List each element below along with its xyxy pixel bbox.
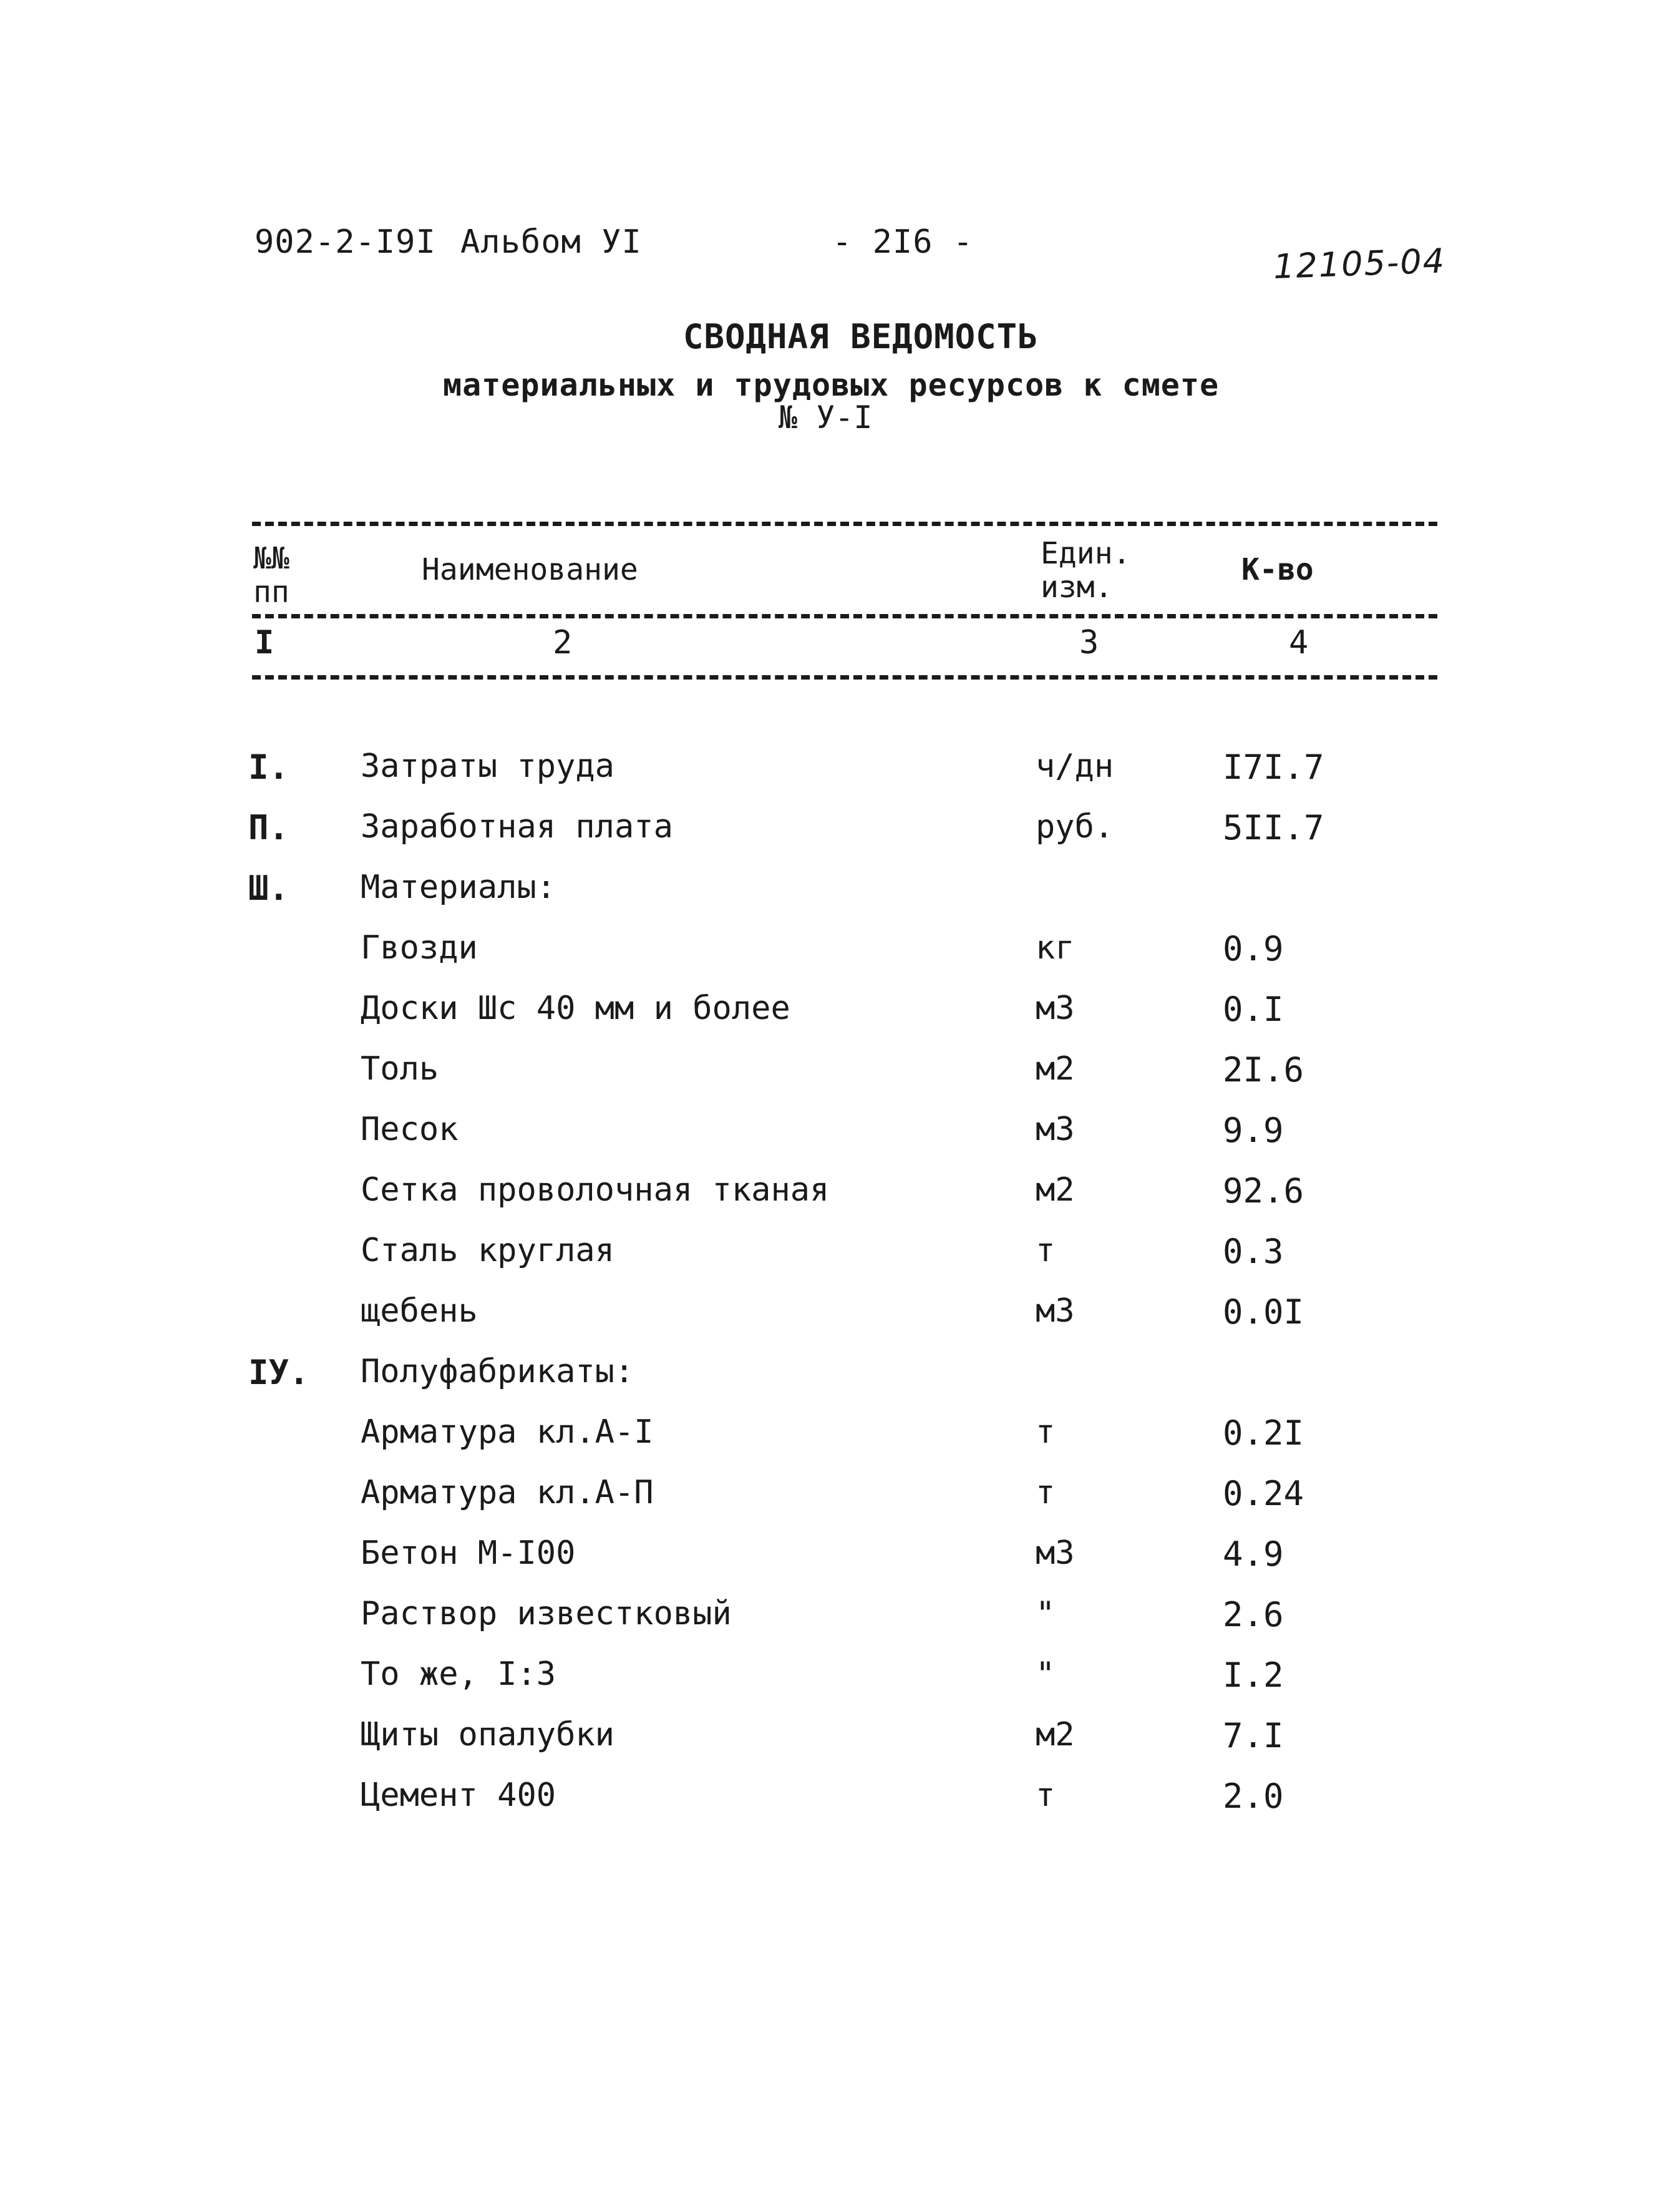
row-quantity: 0.2I — [1223, 1413, 1304, 1453]
table-row — [0, 1232, 1680, 1282]
row-quantity: 4.9 — [1223, 1534, 1284, 1574]
row-name: Заработная плата — [361, 808, 673, 846]
table-row — [0, 808, 1680, 858]
row-number: I. — [248, 748, 289, 787]
row-name: Арматура кл.А-П — [361, 1474, 654, 1511]
table-row — [0, 1534, 1680, 1584]
row-unit: м3 — [1036, 1111, 1075, 1148]
table-row — [0, 1292, 1680, 1342]
doc-title: СВОДНАЯ ВЕДОМОСТЬ — [683, 317, 1039, 356]
row-name: Материалы: — [361, 869, 556, 906]
table-rule-bottom — [252, 675, 1437, 680]
row-name: Сетка проволочная тканая — [361, 1171, 830, 1209]
row-unit: т — [1036, 1232, 1056, 1269]
col-number-4: 4 — [1289, 624, 1309, 661]
col-number-2: 2 — [553, 624, 573, 661]
row-unit: т — [1036, 1474, 1056, 1511]
row-unit: м2 — [1036, 1050, 1075, 1088]
col-header-qty: К-во — [1241, 552, 1314, 587]
doc-code: 902-2-I9I — [255, 223, 436, 261]
page-number: - 2I6 - — [832, 223, 974, 261]
row-name: щебень — [361, 1292, 478, 1330]
table-row — [0, 1171, 1680, 1221]
row-name: Сталь круглая — [361, 1232, 614, 1269]
row-unit: м2 — [1036, 1716, 1075, 1753]
table-row — [0, 1716, 1680, 1766]
row-quantity: 2.0 — [1223, 1777, 1284, 1816]
row-name: Гвозди — [361, 929, 478, 967]
row-quantity: 0.I — [1223, 990, 1284, 1029]
doc-subtitle: материальных и трудовых ресурсов к смете — [443, 367, 1220, 403]
row-quantity: 7.I — [1223, 1716, 1284, 1755]
row-name: Раствор известковый — [361, 1595, 732, 1632]
col-header-unit: Един. изм. — [1041, 536, 1131, 605]
row-quantity: 0.9 — [1223, 929, 1284, 968]
row-number: П. — [248, 808, 289, 847]
row-quantity: 92.6 — [1223, 1171, 1304, 1211]
col-header-num: №№ пп — [253, 541, 289, 610]
col-number-3: 3 — [1079, 624, 1099, 661]
row-unit: м3 — [1036, 990, 1075, 1027]
row-name: Полуфабрикаты: — [361, 1353, 634, 1390]
row-name: Толь — [361, 1050, 439, 1088]
estimate-number: № У-I — [779, 399, 873, 436]
table-row — [0, 1595, 1680, 1645]
row-name: Затраты труда — [361, 748, 614, 785]
row-unit: м2 — [1036, 1171, 1075, 1209]
table-row — [0, 869, 1680, 919]
table-rule-top — [252, 522, 1437, 526]
row-quantity: I.2 — [1223, 1655, 1284, 1695]
col-number-1: I — [255, 624, 274, 661]
table-row — [0, 990, 1680, 1040]
row-unit: т — [1036, 1413, 1056, 1451]
row-number: Ш. — [248, 869, 289, 908]
row-quantity: 0.0I — [1223, 1292, 1304, 1332]
row-name: Арматура кл.А-I — [361, 1413, 654, 1451]
album-label: Альбом УI — [460, 223, 642, 261]
handwritten-code: 12105-04 — [1273, 241, 1447, 286]
row-name: Бетон М-I00 — [361, 1534, 576, 1572]
col-header-name: Наименование — [422, 552, 638, 587]
row-quantity: I7I.7 — [1223, 748, 1324, 787]
row-number: IУ. — [248, 1353, 309, 1392]
table-row — [0, 1353, 1680, 1403]
row-unit: кг — [1036, 929, 1075, 967]
table-row — [0, 748, 1680, 797]
row-name: Цемент 400 — [361, 1777, 556, 1814]
row-name: Доски Шс 40 мм и более — [361, 990, 790, 1027]
table-row — [0, 929, 1680, 979]
table-row — [0, 1777, 1680, 1826]
row-quantity: 5II.7 — [1223, 808, 1324, 847]
row-quantity: 2.6 — [1223, 1595, 1284, 1634]
row-quantity: 9.9 — [1223, 1111, 1284, 1150]
table-row — [0, 1111, 1680, 1161]
row-name: Песок — [361, 1111, 459, 1148]
table-rule-mid — [252, 614, 1437, 618]
row-quantity: 0.24 — [1223, 1474, 1304, 1513]
row-quantity: 2I.6 — [1223, 1050, 1304, 1090]
row-name: Щиты опалубки — [361, 1716, 614, 1753]
row-name: То же, I:3 — [361, 1655, 556, 1693]
row-unit: " — [1036, 1595, 1056, 1632]
row-unit: т — [1036, 1777, 1056, 1814]
table-row — [0, 1413, 1680, 1463]
table-row — [0, 1474, 1680, 1524]
row-unit: ч/дн — [1036, 748, 1114, 785]
table-row — [0, 1050, 1680, 1100]
row-quantity: 0.3 — [1223, 1232, 1284, 1271]
table-row — [0, 1655, 1680, 1705]
row-unit: руб. — [1036, 808, 1114, 846]
row-unit: " — [1036, 1655, 1056, 1693]
row-unit: м3 — [1036, 1534, 1075, 1572]
row-unit: м3 — [1036, 1292, 1075, 1330]
